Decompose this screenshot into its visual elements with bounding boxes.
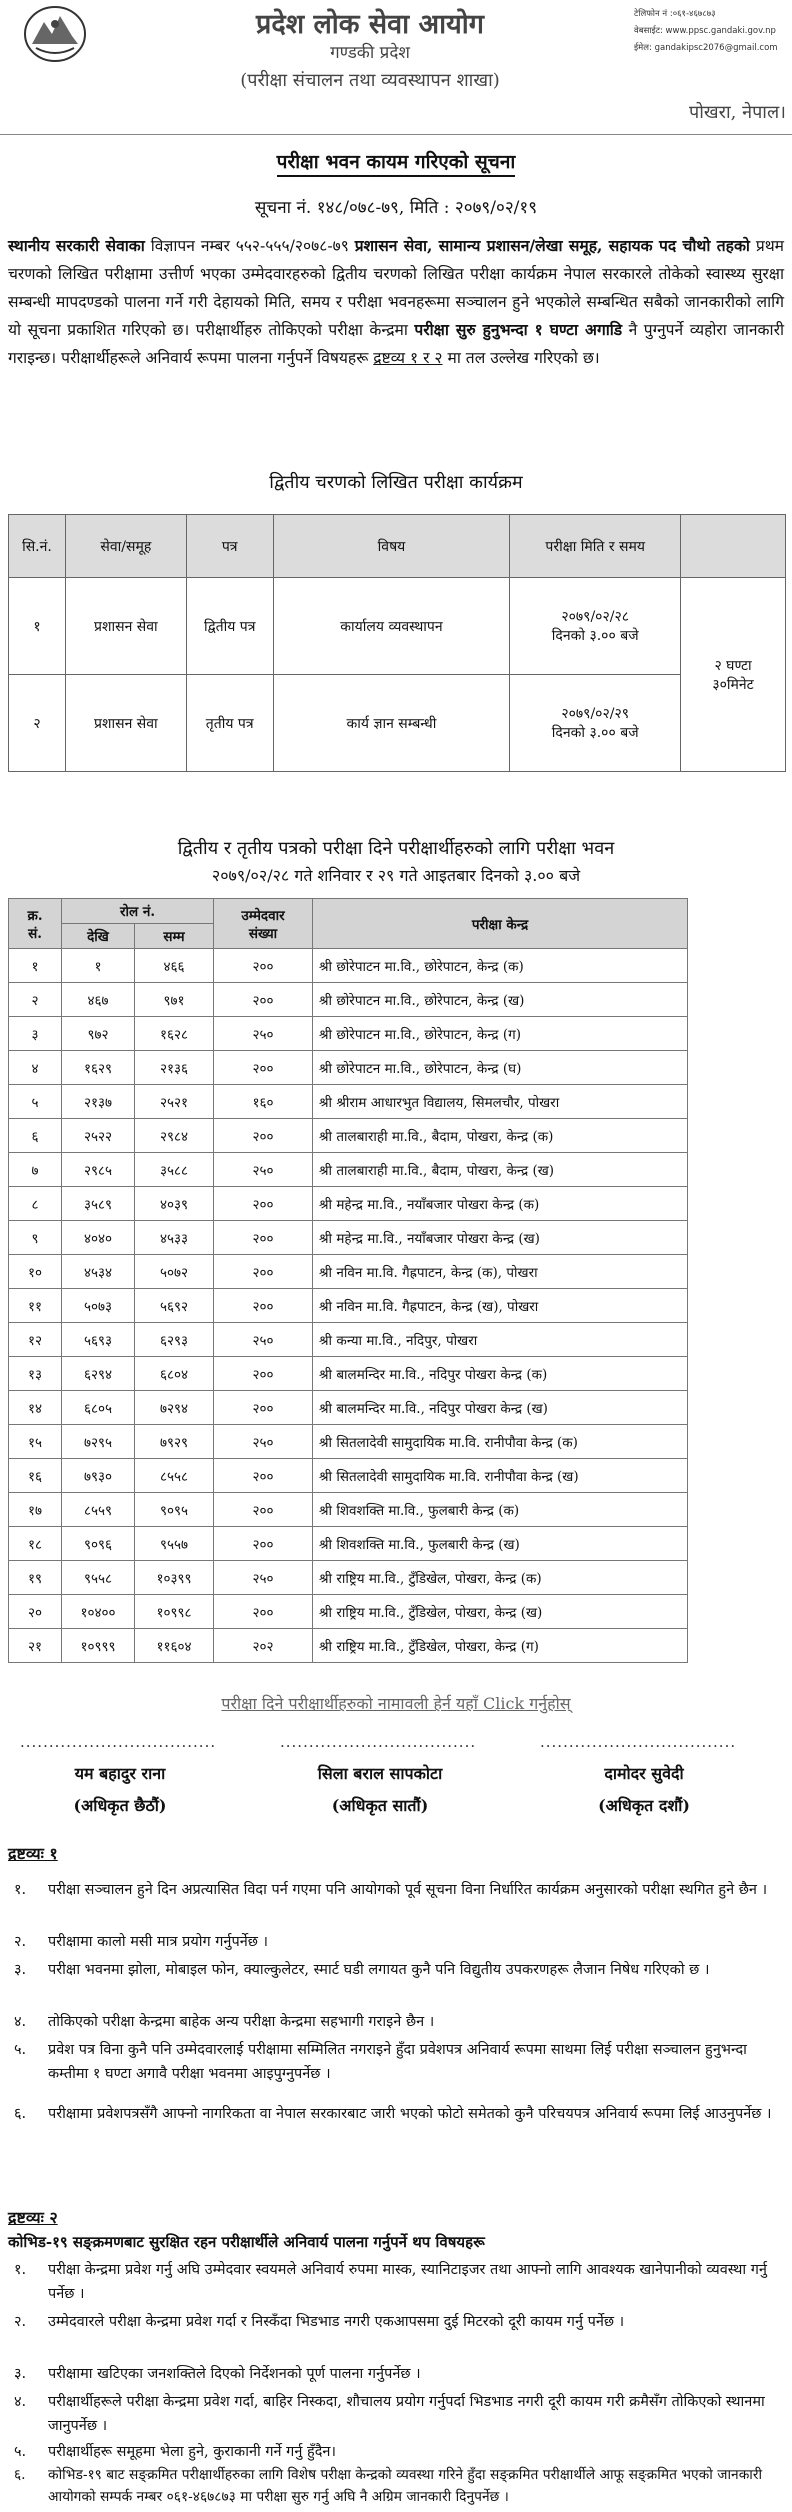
centers-body — [9, 949, 688, 1663]
list-item: ६. कोभिड-१९ बाट सङ्क्रमित परीक्षार्थीहरुका लागि विशेष परीक्षा केन्द्रको व्यवस्था गरिने हुँदा सङ्क्रमित परीक्षार्थीले आफू सङ्क्रमित भएको जानकारी आयोगको सम्पर्क नम्बर ०६१-४६७८७३ मा परीक्षा सुरु गर्नु अघि नै अग्रिम जानकारी दिनुपर्नेछ । — [14, 2467, 763, 2505]
contact-block — [634, 6, 790, 57]
table-row — [9, 1221, 688, 1255]
center-cell: श्री महेन्द्र मा.वि., नयाँबजार पोखरा केन्द्र (क) — [313, 1187, 688, 1221]
table-row — [9, 1357, 688, 1391]
list-item: ३. परीक्षामा खटिएका जनशक्तिले दिएको निर्देशनको पूर्ण पालना गर्नुपर्नेछ । — [14, 2366, 421, 2382]
list-item: ६. परीक्षामा प्रवेशपत्रसँगै आफ्नो नागरिकता वा नेपाल सरकारबाट जारी भएको फोटो समेतको कुनै परिचयपत्र अनिवार्य रूपमा लिई आउनुपर्नेछ । — [14, 2106, 772, 2122]
list-item: २. उम्मेदवारले परीक्षा केन्द्रमा प्रवेश गर्दा र निस्कँदा भिडभाड नगरी एकआपसमा दुई मिटरको दूरी कायम गर्नु पर्नेछ । — [14, 2314, 625, 2330]
col-sn: सि.नं. — [9, 515, 66, 578]
table-row — [9, 1051, 688, 1085]
count-cell: २५० — [214, 1017, 313, 1051]
list-item: ३. परीक्षा भवनमा झोला, मोबाइल फोन, क्याल्कुलेटर, स्मार्ट घडी लगायत कुनै पनि विद्युतीय उपकरणहरू लैजान निषेध गरिएको छ । — [14, 1962, 710, 1978]
signatory-rank: (अधिकृत छैठौं) — [73, 1796, 167, 1815]
notice-reference: सूचना नं. १४८/०७८-७९, मिति : २०७९/०२/१९ — [254, 198, 538, 218]
count-cell: २०२ — [214, 1629, 313, 1663]
list-item: २. परीक्षामा कालो मसी मात्र प्रयोग गर्नुपर्नेछ । — [14, 1934, 269, 1950]
centers-table — [8, 898, 688, 1663]
table-row — [9, 1391, 688, 1425]
count-cell: २०० — [214, 1051, 313, 1085]
roll-to-cell: ६८०४ — [135, 1357, 214, 1391]
center-cell: श्री बालमन्दिर मा.वि., नदिपुर पोखरा केन्द्र (ख) — [313, 1391, 688, 1425]
center-cell: श्री महेन्द्र मा.वि., नयाँबजार पोखरा केन्द्र (ख) — [313, 1221, 688, 1255]
sn-cell: ७ — [9, 1153, 62, 1187]
sn-cell: ११ — [9, 1289, 62, 1323]
sn-cell: १ — [9, 578, 66, 675]
roll-from-cell: ७२९५ — [62, 1425, 135, 1459]
roll-from-cell: ३५८९ — [62, 1187, 135, 1221]
center-cell: श्री शिवशक्ति मा.वि., फुलबारी केन्द्र (ख) — [313, 1527, 688, 1561]
count-cell: २०० — [214, 949, 313, 983]
roll-to-cell: ६२९३ — [135, 1323, 214, 1357]
roll-to-cell: ४६६ — [135, 949, 214, 983]
count-cell: २०० — [214, 1493, 313, 1527]
roll-from-cell: ४०४० — [62, 1221, 135, 1255]
center-cell: श्री राष्ट्रिय मा.वि., टुँडिखेल, पोखरा, केन्द्र (ख) — [313, 1595, 688, 1629]
count-cell: २५० — [214, 1425, 313, 1459]
roll-to-cell: ५६९२ — [135, 1289, 214, 1323]
subject-cell: कार्य ज्ञान सम्बन्धी — [273, 675, 510, 772]
phone-text: टेलिफोन नं :०६१-४६७८७३ — [634, 9, 716, 19]
center-cell: श्री नविन मा.वि. गैह्रपाटन, केन्द्र (ख), पोखरा — [313, 1289, 688, 1323]
sn-cell: ८ — [9, 1187, 62, 1221]
city-text: पोखरा, नेपाल। — [689, 102, 786, 123]
roll-to-cell: १०३९९ — [135, 1561, 214, 1595]
center-cell: श्री सितलादेवी सामुदायिक मा.वि. रानीपौवा केन्द्र (ख) — [313, 1459, 688, 1493]
table-row — [9, 1527, 688, 1561]
table-row — [9, 1561, 688, 1595]
sn-cell: २० — [9, 1595, 62, 1629]
roll-from-cell: ४६७ — [62, 983, 135, 1017]
count-cell: २५० — [214, 1323, 313, 1357]
paper-cell: द्वितीय पत्र — [186, 578, 273, 675]
list-item: ५. प्रवेश पत्र विना कुनै पनि उम्मेदवारलाई परीक्षामा सम्मिलित नगराइने हुँदा प्रवेशपत्र अनिवार्य रूपमा साथमा लिई परीक्षा सञ्चालन हुनुभन्दा कम्तीमा १ घण्टा अगावै परीक्षा भवनमा आइपुग्नुपर्नेछ । — [14, 2042, 747, 2082]
sn-cell: १२ — [9, 1323, 62, 1357]
header-divider — [0, 134, 792, 135]
col-paper: पत्र — [186, 515, 273, 578]
sn-cell: १९ — [9, 1561, 62, 1595]
table-row — [9, 1425, 688, 1459]
roll-to-cell: ४५३३ — [135, 1221, 214, 1255]
count-cell: १६० — [214, 1085, 313, 1119]
note2-subheading: कोभिड-१९ सङ्क्रमणबाट सुरक्षित रहन परीक्षार्थीले अनिवार्य पालना गर्नुपर्ने थप विषयहरू — [8, 2233, 485, 2251]
col-from: देखि — [62, 924, 135, 949]
col-roll: रोल नं. — [62, 899, 214, 924]
list-item: ५. परीक्षार्थीहरू समूहमा भेला हुने, कुराकानी गर्ने गर्नु हुँदैन। — [14, 2444, 336, 2460]
schedule-header-row — [9, 515, 786, 578]
roll-to-cell: १६२८ — [135, 1017, 214, 1051]
table-row — [9, 1017, 688, 1051]
center-cell: श्री बालमन्दिर मा.वि., नदिपुर पोखरा केन्द्र (क) — [313, 1357, 688, 1391]
table-row — [9, 1493, 688, 1527]
candidate-list-link[interactable]: परीक्षा दिने परीक्षार्थीहरुको नामावली हेर्न यहाँ Click गर्नुहोस् — [221, 1694, 571, 1713]
note1-heading: द्रष्टव्यः १ — [8, 1844, 58, 1863]
table-row — [9, 1323, 688, 1357]
table-row — [9, 1255, 688, 1289]
center-cell: श्री तालबाराही मा.वि., बैदाम, पोखरा, केन्द्र (क) — [313, 1119, 688, 1153]
roll-from-cell: ९७२ — [62, 1017, 135, 1051]
table-row — [9, 1153, 688, 1187]
sn-cell: २१ — [9, 1629, 62, 1663]
roll-from-cell: २१३७ — [62, 1085, 135, 1119]
signature-line: .................................. — [540, 1733, 737, 1751]
center-cell: श्री छोरेपाटन मा.वि., छोरेपाटन, केन्द्र (ग) — [313, 1017, 688, 1051]
col-to: सम्म — [135, 924, 214, 949]
table-row — [9, 949, 688, 983]
sn-cell: ६ — [9, 1119, 62, 1153]
schedule-title: द्वितीय चरणको लिखित परीक्षा कार्यक्रम — [269, 472, 523, 493]
roll-to-cell: २५२१ — [135, 1085, 214, 1119]
commission-title: प्रदेश लोक सेवा आयोग — [256, 9, 484, 40]
signature-line: .................................. — [280, 1733, 477, 1751]
roll-from-cell: १६२९ — [62, 1051, 135, 1085]
sn-cell: १७ — [9, 1493, 62, 1527]
table-row — [9, 983, 688, 1017]
date-cell: २०७९/०२/२९ दिनको ३.०० बजे — [510, 675, 681, 772]
roll-from-cell: २५२२ — [62, 1119, 135, 1153]
count-cell: २०० — [214, 983, 313, 1017]
col-subject: विषय — [273, 515, 510, 578]
count-cell: २०० — [214, 1459, 313, 1493]
date-cell: २०७९/०२/२८ दिनको ३.०० बजे — [510, 578, 681, 675]
signatory-name: यम बहादुर राना — [74, 1764, 166, 1783]
signatory-name: सिला बराल सापकोटा — [317, 1764, 443, 1783]
sn-cell: ९ — [9, 1221, 62, 1255]
roll-from-cell: ७९३० — [62, 1459, 135, 1493]
roll-to-cell: २१३६ — [135, 1051, 214, 1085]
col-sn: क्र. सं. — [9, 899, 62, 949]
center-cell: श्री राष्ट्रिय मा.वि., टुँडिखेल, पोखरा, केन्द्र (क) — [313, 1561, 688, 1595]
website-text: वेबसाईट: www.ppsc.gandaki.gov.np — [634, 26, 776, 36]
note2-heading: द्रष्टव्यः २ — [8, 2208, 58, 2227]
roll-to-cell: २९८४ — [135, 1119, 214, 1153]
sn-cell: १६ — [9, 1459, 62, 1493]
sn-cell: ४ — [9, 1051, 62, 1085]
sn-cell: १३ — [9, 1357, 62, 1391]
center-cell: श्री सितलादेवी सामुदायिक मा.वि. रानीपौवा केन्द्र (क) — [313, 1425, 688, 1459]
center-cell: श्री श्रीराम आधारभुत विद्यालय, सिमलचौर, पोखरा — [313, 1085, 688, 1119]
count-cell: २०० — [214, 1391, 313, 1425]
signature-line: .................................. — [20, 1733, 217, 1751]
schedule-table — [8, 514, 786, 772]
subject-cell: कार्यालय व्यवस्थापन — [273, 578, 510, 675]
roll-from-cell: २९८५ — [62, 1153, 135, 1187]
roll-from-cell: ९०९६ — [62, 1527, 135, 1561]
center-cell: श्री छोरेपाटन मा.वि., छोरेपाटन, केन्द्र (घ) — [313, 1051, 688, 1085]
sn-cell: २ — [9, 983, 62, 1017]
table-row — [9, 578, 786, 675]
roll-to-cell: ९७१ — [135, 983, 214, 1017]
notice-paragraph: स्थानीय सरकारी सेवाका विज्ञापन नम्बर ५५२-५५५/२०७८-७९ प्रशासन सेवा, सामान्य प्रशासन/लेखा समूह, सहायक पद चौथो तहको प्रथम चरणको लिखित परीक्षामा उत्तीर्ण भएका उम्मेदवारहरुको द्वितीय चरणको लिखित परीक्षा कार्यक्रम नेपाल सरकारले तोकेको स्वास्थ्य सुरक्षा सम्बन्धी मापदण्डको पालना गर्ने गरी देहायको मिति, समय र परीक्षा भवनहरूमा सञ्चालन हुने भएकोले सम्बन्धित सबैको जानकारीको लागि यो सूचना प्रकाशित गरिएको छ। परीक्षार्थीहरु तोकिएको परीक्षा केन्द्रमा परीक्षा सुरु हुनुभन्दा १ घण्टा अगाडि नै पुग्नुपर्ने व्यहोरा जानकारी गराइन्छ। परीक्षार्थीहरूले अनिवार्य रूपमा पालना गर्नुपर्ने विषयहरू द्रष्टव्य १ र २ मा तल उल्लेख गरिएको छ। — [8, 236, 785, 367]
service-cell: प्रशासन सेवा — [65, 578, 186, 675]
roll-from-cell: ९५५८ — [62, 1561, 135, 1595]
sn-cell: २ — [9, 675, 66, 772]
col-count: उम्मेदवार संख्या — [214, 899, 313, 949]
col-duration — [681, 515, 786, 578]
notice-title: परीक्षा भवन कायम गरिएको सूचना — [0, 148, 792, 174]
province-name: गण्डकी प्रदेश — [330, 43, 410, 63]
sn-cell: १ — [9, 949, 62, 983]
col-date: परीक्षा मिति र समय — [510, 515, 681, 578]
count-cell: २५० — [214, 1153, 313, 1187]
email-text: ईमेल: gandakipsc2076@gmail.com — [634, 43, 778, 53]
signatory-rank: (अधिकृत दशौं) — [598, 1796, 690, 1815]
center-cell: श्री राष्ट्रिय मा.वि., टुँडिखेल, पोखरा, केन्द्र (ग) — [313, 1629, 688, 1663]
count-cell: २०० — [214, 1357, 313, 1391]
roll-from-cell: १ — [62, 949, 135, 983]
roll-from-cell: १०९९९ — [62, 1629, 135, 1663]
table-row — [9, 1119, 688, 1153]
center-cell: श्री शिवशक्ति मा.वि., फुलबारी केन्द्र (क) — [313, 1493, 688, 1527]
roll-to-cell: ७९२९ — [135, 1425, 214, 1459]
centers-subtitle: २०७९/०२/२८ गते शनिवार र २९ गते आइतबार दिनको ३.०० बजे — [211, 866, 581, 885]
count-cell: २०० — [214, 1527, 313, 1561]
centers-header-row — [9, 899, 688, 924]
roll-to-cell: ८५५८ — [135, 1459, 214, 1493]
sn-cell: १४ — [9, 1391, 62, 1425]
sn-cell: ३ — [9, 1017, 62, 1051]
roll-from-cell: ४५३४ — [62, 1255, 135, 1289]
center-cell: श्री नविन मा.वि. गैह्रपाटन, केन्द्र (क), पोखरा — [313, 1255, 688, 1289]
duration-cell: २ घण्टा ३०मिनेट — [681, 578, 786, 772]
emblem-logo — [22, 4, 88, 64]
roll-to-cell: ७२९४ — [135, 1391, 214, 1425]
roll-from-cell: ५०७३ — [62, 1289, 135, 1323]
count-cell: २०० — [214, 1255, 313, 1289]
count-cell: २०० — [214, 1119, 313, 1153]
roll-from-cell: १०४०० — [62, 1595, 135, 1629]
roll-from-cell: ६८०५ — [62, 1391, 135, 1425]
roll-to-cell: ९०९५ — [135, 1493, 214, 1527]
center-cell: श्री छोरेपाटन मा.वि., छोरेपाटन, केन्द्र (ख) — [313, 983, 688, 1017]
table-row — [9, 675, 786, 772]
center-cell: श्री छोरेपाटन मा.वि., छोरेपाटन, केन्द्र (क) — [313, 949, 688, 983]
roll-to-cell: ४०३९ — [135, 1187, 214, 1221]
count-cell: २०० — [214, 1289, 313, 1323]
sn-cell: १८ — [9, 1527, 62, 1561]
service-cell: प्रशासन सेवा — [65, 675, 186, 772]
paper-cell: तृतीय पत्र — [186, 675, 273, 772]
signatory-name: दामोदर सुवेदी — [604, 1764, 684, 1783]
count-cell: २०० — [214, 1221, 313, 1255]
list-item: १. परीक्षा सञ्चालन हुने दिन अप्रत्यासित विदा पर्न गएमा पनि आयोगको पूर्व सूचना विना निर्धारित कार्यक्रम अनुसारको परीक्षा स्थगित हुने छैन । — [14, 1882, 768, 1898]
table-row — [9, 1085, 688, 1119]
sn-cell: ५ — [9, 1085, 62, 1119]
table-row — [9, 1289, 688, 1323]
roll-to-cell: ११६०४ — [135, 1629, 214, 1663]
roll-from-cell: ५६९३ — [62, 1323, 135, 1357]
list-item: ४. तोकिएको परीक्षा केन्द्रमा बाहेक अन्य परीक्षा केन्द्रमा सहभागी गराइने छैन । — [14, 2014, 435, 2030]
count-cell: २०० — [214, 1595, 313, 1629]
roll-to-cell: ३५८८ — [135, 1153, 214, 1187]
branch-name: (परीक्षा संचालन तथा व्यवस्थापन शाखा) — [240, 70, 500, 91]
table-row — [9, 1459, 688, 1493]
roll-from-cell: ८५५९ — [62, 1493, 135, 1527]
table-row — [9, 1187, 688, 1221]
table-row — [9, 1629, 688, 1663]
signatory-rank: (अधिकृत सातौं) — [331, 1796, 429, 1815]
roll-to-cell: १०९९८ — [135, 1595, 214, 1629]
centers-title: द्वितीय र तृतीय पत्रको परीक्षा दिने परीक्षार्थीहरुको लागि परीक्षा भवन — [177, 838, 615, 859]
col-center: परीक्षा केन्द्र — [313, 899, 688, 949]
count-cell: २०० — [214, 1187, 313, 1221]
list-item: ४. परीक्षार्थीहरूले परीक्षा केन्द्रमा प्रवेश गर्दा, बाहिर निस्कदा, शौचालय प्रयोग गर्नुपर्दा भिडभाड नगरी दूरी कायम गरी क्रमैसँग तोकिएको स्थानमा जानुपर्नेछ । — [14, 2394, 765, 2434]
count-cell: २५० — [214, 1561, 313, 1595]
sn-cell: १५ — [9, 1425, 62, 1459]
col-service: सेवा/समूह — [65, 515, 186, 578]
roll-to-cell: ९५५७ — [135, 1527, 214, 1561]
center-cell: श्री कन्या मा.वि., नदिपुर, पोखरा — [313, 1323, 688, 1357]
list-item: १. परीक्षा केन्द्रमा प्रवेश गर्नु अघि उम्मेदवार स्वयमले अनिवार्य रुपमा मास्क, स्यानिटाइजर तथा आफ्नो लागि आवश्यक खानेपानीको व्यवस्था गर्नु पर्नेछ । — [14, 2262, 767, 2302]
table-row — [9, 1595, 688, 1629]
center-cell: श्री तालबाराही मा.वि., बैदाम, पोखरा, केन्द्र (ख) — [313, 1153, 688, 1187]
roll-to-cell: ५०७२ — [135, 1255, 214, 1289]
sn-cell: १० — [9, 1255, 62, 1289]
roll-from-cell: ६२९४ — [62, 1357, 135, 1391]
